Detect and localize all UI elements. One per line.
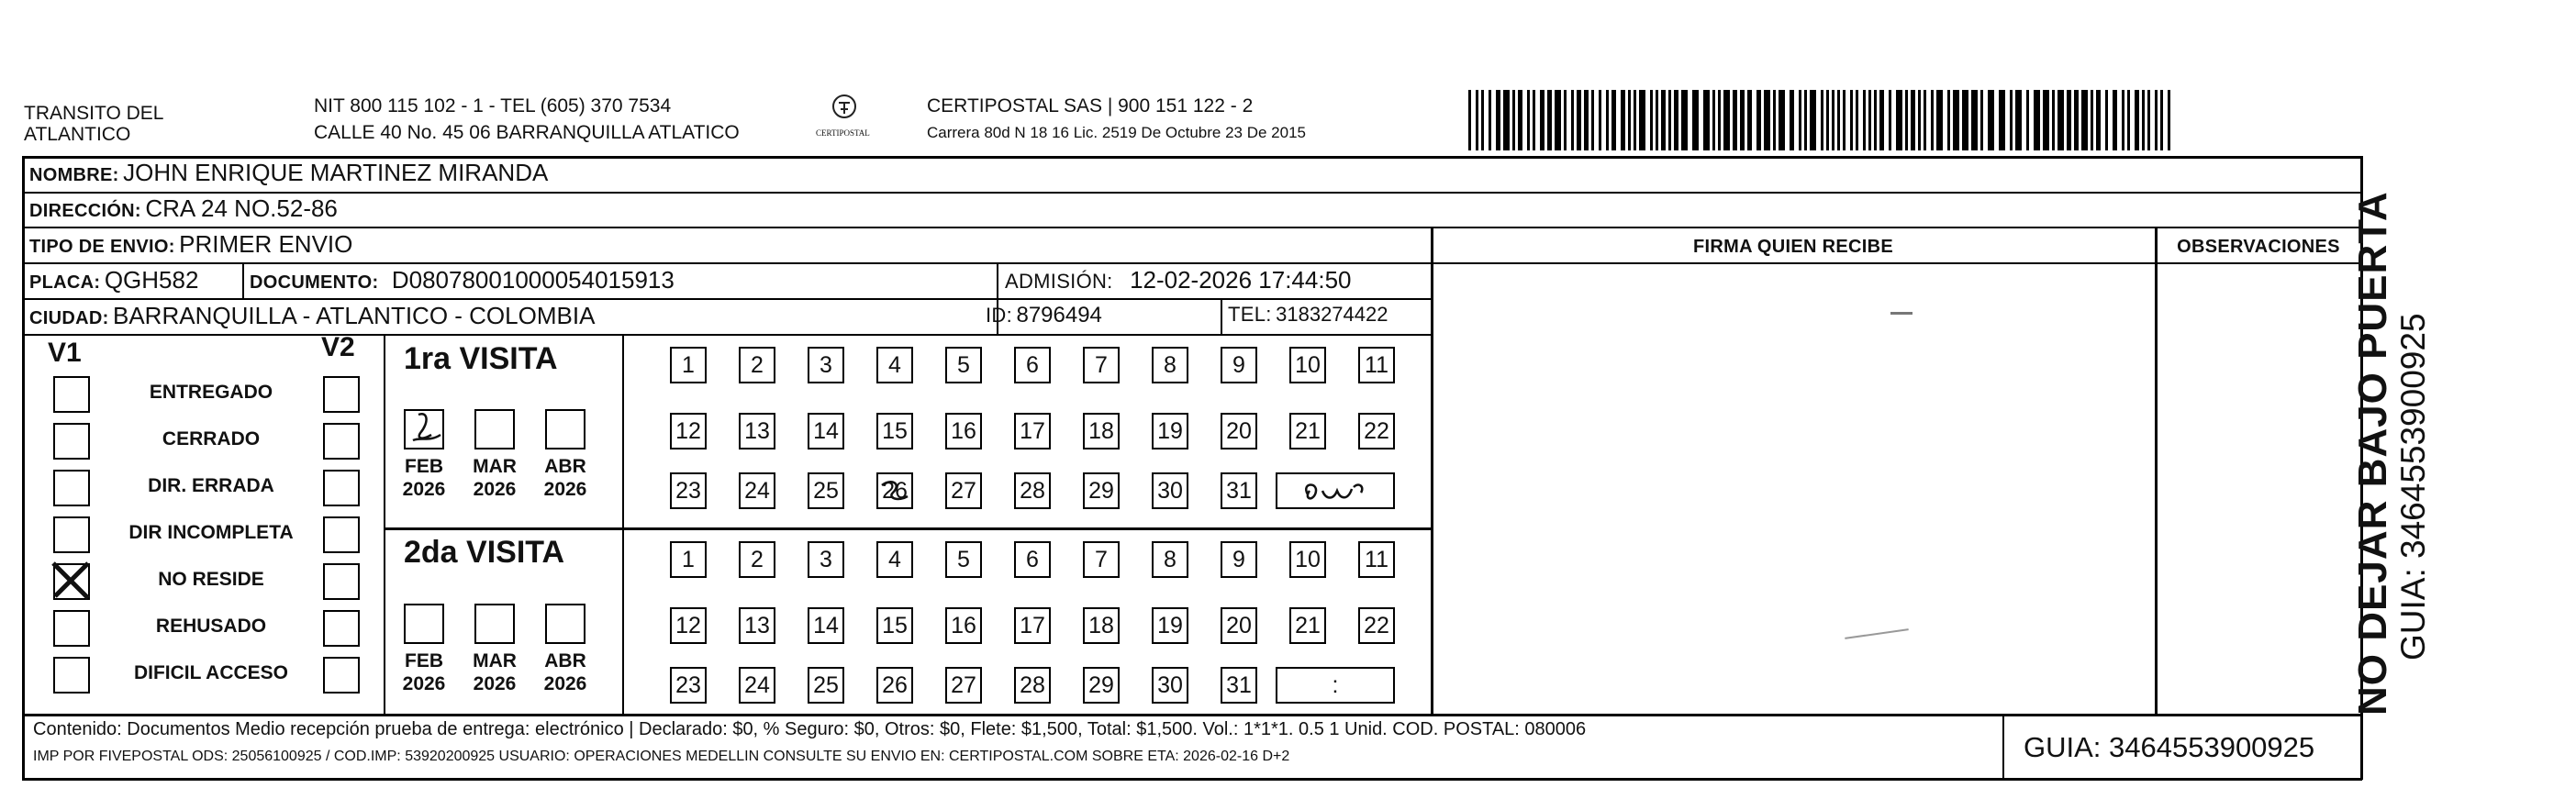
x-mark-icon (50, 560, 92, 602)
day-box[interactable]: 1 (670, 541, 707, 578)
day-box[interactable]: 28 (1014, 667, 1051, 704)
footer-guia: GUIA: 3464553900925 (2024, 731, 2315, 763)
barcode-bar (1661, 90, 1666, 150)
footer-imp: IMP POR FIVEPOSTAL ODS: 25056100925 / COD.IMP: 53920200925 USUARIO: OPERACIONES MEDELLIN CONSULTE SU ENVIO EN: CERTIPOSTAL.COM SOBRE ETA: 2026-02-16 D+2 (33, 749, 1290, 764)
month-year: 2026 (543, 479, 587, 500)
barcode-bar (1527, 90, 1530, 150)
barcode-bar (2127, 90, 2130, 150)
day-box[interactable]: 27 (945, 667, 982, 704)
barcode-bar (2026, 90, 2029, 150)
barcode-bar (1518, 90, 1522, 150)
barcode-bar (1936, 90, 1943, 150)
day-box[interactable]: 9 (1221, 347, 1257, 383)
barcode-bar (1764, 90, 1770, 150)
barcode-bar (2081, 90, 2088, 150)
day-box[interactable]: 28 (1014, 472, 1051, 509)
carrier-line-1: CERTIPOSTAL SAS | 900 151 122 - 2 (927, 95, 1254, 117)
day-box[interactable]: 10 (1289, 347, 1326, 383)
barcode-bar (1606, 90, 1609, 150)
barcode-bar (1599, 90, 1601, 150)
day-box[interactable]: 29 (1083, 667, 1120, 704)
barcode-bar (1681, 90, 1688, 150)
month-name: FEB (405, 456, 443, 477)
barcode-bar (1804, 90, 1807, 150)
month-checkbox[interactable] (474, 409, 515, 449)
day-box[interactable]: 20 (1221, 413, 1257, 449)
barcode-bar (1564, 90, 1567, 150)
day-box[interactable]: 30 (1152, 667, 1188, 704)
month-year: 2026 (473, 479, 517, 500)
day-box[interactable]: 5 (945, 347, 982, 383)
status-label: REHUSADO (155, 616, 267, 637)
sender-info (314, 95, 740, 143)
barcode-bar (1999, 90, 2005, 150)
id-field (986, 303, 1102, 328)
tipo-envio-value: PRIMER ENVIO (179, 230, 353, 258)
barcode-bar (1674, 90, 1678, 150)
ciudad-field (29, 302, 595, 330)
barcode-bar (2034, 90, 2040, 150)
barcode-bar (2015, 90, 2022, 150)
barcode-bar (2168, 90, 2170, 150)
month-name: FEB (405, 650, 443, 671)
barcode-bar (1837, 90, 1840, 150)
day-box[interactable]: 25 (808, 472, 844, 509)
status-label: DIFICIL ACCESO (133, 662, 288, 683)
barcode-bar (1747, 90, 1752, 150)
v1-checkbox[interactable] (53, 657, 90, 694)
day-box[interactable]: 3 (808, 347, 844, 383)
barcode-bar (1918, 90, 1921, 150)
day-box[interactable]: 19 (1152, 607, 1188, 644)
admision-label: ADMISIÓN: (1005, 270, 1113, 293)
certipostal-logo (816, 92, 887, 149)
barcode-bar (1611, 90, 1616, 150)
day-box[interactable]: 11 (1358, 347, 1395, 383)
barcode-bar (1856, 90, 1858, 150)
day-box[interactable]: 6 (1014, 347, 1051, 383)
day-box[interactable]: 24 (739, 472, 775, 509)
day-box[interactable]: 2 (739, 541, 775, 578)
month-name: ABR (544, 650, 586, 671)
month-name: ABR (544, 456, 586, 477)
barcode-bar (1496, 90, 1500, 150)
month-year: 2026 (402, 673, 446, 694)
day-box[interactable]: 18 (1083, 607, 1120, 644)
v2-checkbox[interactable] (323, 657, 360, 694)
day-box[interactable]: 10 (1289, 541, 1326, 578)
day-box[interactable]: 5 (945, 541, 982, 578)
direccion-label: DIRECCIÓN: (29, 201, 141, 221)
status-label: DIR INCOMPLETA (128, 522, 294, 543)
firma-label: FIRMA QUIEN RECIBE (1693, 237, 1893, 257)
v2-checkbox[interactable] (323, 516, 360, 553)
day-box[interactable]: 31 (1221, 667, 1257, 704)
month-checkbox[interactable] (404, 409, 444, 449)
day-box[interactable]: 12 (670, 607, 707, 644)
day-box[interactable]: 16 (945, 413, 982, 449)
day-box[interactable]: 21 (1289, 413, 1326, 449)
v2-checkbox[interactable] (323, 470, 360, 506)
tipo-envio-label: TIPO DE ENVIO: (29, 237, 175, 257)
admision-field (1005, 266, 1352, 294)
day-box[interactable]: 26 (876, 667, 913, 704)
admision-value: 12-02-2026 17:44:50 (1130, 266, 1352, 294)
placa-value: QGH582 (104, 266, 199, 294)
barcode-bar (2057, 90, 2064, 150)
barcode-bar (1905, 90, 1908, 150)
barcode-bar (1790, 90, 1794, 150)
barcode-bar (1863, 90, 1866, 150)
barcode-bar (1692, 90, 1699, 150)
day-box[interactable]: 7 (1083, 347, 1120, 383)
month-label (396, 455, 452, 501)
barcode-bar (1988, 90, 1994, 150)
nombre-value: JOHN ENRIQUE MARTINEZ MIRANDA (123, 159, 549, 186)
barcode-bar (1718, 90, 1721, 150)
day-box[interactable]: 14 (808, 413, 844, 449)
barcode-bar (2147, 90, 2150, 150)
handwritten-mark-icon (876, 472, 913, 509)
barcode-bar (1733, 90, 1737, 150)
day-box[interactable]: 22 (1358, 607, 1395, 644)
nit-line: NIT 800 115 102 - 1 - TEL (605) 370 7534 (314, 95, 672, 117)
day-box[interactable]: 29 (1083, 472, 1120, 509)
side-guia: GUIA: 3464553900925 (2394, 313, 2432, 660)
barcode-bar (1591, 90, 1594, 150)
carrier-line-2: Carrera 80d N 18 16 Lic. 2519 De Octubre 23 De 2015 (927, 124, 1306, 141)
v1-label: V1 (48, 338, 82, 368)
barcode-bar (1879, 90, 1884, 150)
id-label: ID: (986, 304, 1013, 327)
v1-checkbox[interactable] (53, 470, 90, 506)
month-checkbox[interactable] (545, 409, 585, 449)
v1-checkbox[interactable] (53, 376, 90, 413)
barcode-bar (1650, 90, 1653, 150)
ciudad-label: CIUDAD: (29, 308, 109, 328)
status-label: NO RESIDE (158, 569, 264, 590)
day-box[interactable]: 23 (670, 667, 707, 704)
placa-field (29, 266, 198, 294)
barcode-bar (2113, 90, 2117, 150)
day-box[interactable]: 12 (670, 413, 707, 449)
tel-value: 3183274422 (1276, 303, 1388, 326)
day-box[interactable]: 8 (1152, 541, 1188, 578)
barcode-bar (1874, 90, 1877, 150)
barcode-bar (1723, 90, 1730, 150)
v2-checkbox[interactable] (323, 610, 360, 647)
barcode-bar (1533, 90, 1535, 150)
certipostal-logo-icon (831, 92, 887, 149)
day-box[interactable]: 11 (1358, 541, 1395, 578)
tipo-envio-field (29, 230, 352, 259)
barcode-bar (1481, 90, 1484, 150)
v2-label: V2 (321, 332, 355, 362)
barcode-bar (1571, 90, 1574, 150)
barcode-bar (2091, 90, 2093, 150)
time-box[interactable]: : (1276, 667, 1395, 704)
month-checkbox[interactable] (404, 604, 444, 644)
day-box[interactable]: 8 (1152, 347, 1188, 383)
barcode-bar (1656, 90, 1658, 150)
barcode-bar (1868, 90, 1871, 150)
v2-checkbox[interactable] (323, 563, 360, 600)
company-name (24, 103, 163, 145)
barcode-bar (1555, 90, 1561, 150)
tel-field (1228, 303, 1388, 327)
barcode-bar (2105, 90, 2108, 150)
barcode-bar (1668, 90, 1671, 150)
day-box[interactable]: 18 (1083, 413, 1120, 449)
day-box[interactable]: 14 (808, 607, 844, 644)
day-box[interactable]: 30 (1152, 472, 1188, 509)
barcode-bar (1850, 90, 1853, 150)
month-label (467, 455, 522, 501)
nombre-field (29, 159, 548, 187)
barcode-bar (1773, 90, 1776, 150)
month-checkbox[interactable] (545, 604, 585, 644)
barcode-bar (2043, 90, 2049, 150)
barcode-bar (1810, 90, 1816, 150)
direccion-value: CRA 24 NO.52-86 (145, 194, 338, 222)
barcode-bar (1889, 90, 1891, 150)
barcode-bar (2074, 90, 2079, 150)
month-label (467, 649, 522, 695)
v2-checkbox[interactable] (323, 376, 360, 413)
day-box[interactable]: 3 (808, 541, 844, 578)
barcode-bar (1896, 90, 1902, 150)
day-box[interactable]: 6 (1014, 541, 1051, 578)
barcode-bar (1503, 90, 1510, 150)
day-box[interactable]: 2 (739, 347, 775, 383)
barcode-bar (1779, 90, 1785, 150)
nombre-label: NOMBRE: (29, 165, 119, 185)
barcode-bar (1953, 90, 1959, 150)
month-year: 2026 (402, 479, 446, 500)
status-label: DIR. ERRADA (148, 475, 274, 496)
status-label: CERRADO (162, 428, 261, 449)
day-box[interactable]: 4 (876, 541, 913, 578)
barcode-bar (1962, 90, 1968, 150)
barcode-bar (1821, 90, 1823, 150)
barcode-bar (1703, 90, 1710, 150)
placa-label: PLACA: (29, 272, 101, 293)
barcode-bar (1512, 90, 1515, 150)
barcode-bar (1947, 90, 1950, 150)
day-box[interactable]: 16 (945, 607, 982, 644)
v1-checkbox[interactable] (53, 563, 90, 600)
barcode-bar (2142, 90, 2145, 150)
month-name: MAR (473, 456, 517, 477)
barcode-bar (1826, 90, 1829, 150)
barcode-bar (2096, 90, 2101, 150)
address-line: CALLE 40 No. 45 06 BARRANQUILLA ATLATICO (314, 122, 740, 143)
barcode-bar (1628, 90, 1631, 150)
month-checkbox[interactable] (474, 604, 515, 644)
barcode-bar (1843, 90, 1846, 150)
documento-label: DOCUMENTO: (250, 272, 379, 293)
barcode-bar (2155, 90, 2158, 150)
barcode-bar (2122, 90, 2124, 150)
month-label (396, 649, 452, 695)
day-box[interactable]: 17 (1014, 413, 1051, 449)
id-value: 8796494 (1016, 303, 1102, 327)
status-label: ENTREGADO (149, 382, 273, 403)
day-box[interactable]: 20 (1221, 607, 1257, 644)
v1-checkbox[interactable] (53, 610, 90, 647)
day-box[interactable]: 22 (1358, 413, 1395, 449)
barcode-bar (1577, 90, 1581, 150)
day-box[interactable]: 1 (670, 347, 707, 383)
barcode-bar (2160, 90, 2163, 150)
barcode-bar (1799, 90, 1801, 150)
documento-value: D08078001000054015913 (391, 266, 675, 294)
company-line-2: ATLANTICO (24, 124, 131, 145)
day-box[interactable]: 21 (1289, 607, 1326, 644)
month-year: 2026 (473, 673, 517, 694)
carrier-info (927, 95, 1306, 143)
day-box[interactable]: 13 (739, 607, 775, 644)
visit-2-title: 2da VISITA (404, 535, 565, 570)
barcode-bar (1489, 90, 1491, 150)
day-box[interactable]: 31 (1221, 472, 1257, 509)
barcode-bar (2067, 90, 2071, 150)
barcode-bar (1756, 90, 1761, 150)
barcode-bar (1980, 90, 1983, 150)
day-box[interactable]: 15 (876, 413, 913, 449)
barcode-bar (2010, 90, 2013, 150)
barcode-bar (1971, 90, 1978, 150)
side-text (2351, 191, 2432, 716)
day-box[interactable]: 9 (1221, 541, 1257, 578)
barcode-bar (2135, 90, 2139, 150)
barcode-bar (1584, 90, 1589, 150)
handwritten-mark-icon (404, 409, 444, 449)
month-label (538, 455, 593, 501)
barcode-bar (1540, 90, 1544, 150)
barcode-bar (1924, 90, 1926, 150)
barcode (1468, 90, 2184, 150)
signature-mark (1890, 312, 1912, 315)
barcode-bar (1832, 90, 1834, 150)
day-box[interactable]: 15 (876, 607, 913, 644)
observaciones-label: OBSERVACIONES (2177, 237, 2340, 257)
barcode-bar (1931, 90, 1934, 150)
handwritten-time-icon (1280, 474, 1390, 507)
day-box[interactable]: 26 (876, 472, 913, 509)
month-year: 2026 (543, 673, 587, 694)
day-box[interactable]: 23 (670, 472, 707, 509)
v1-checkbox[interactable] (53, 423, 90, 460)
barcode-bar (2052, 90, 2055, 150)
company-line-1: TRANSITO DEL (24, 103, 164, 124)
barcode-bar (1621, 90, 1625, 150)
day-box[interactable]: 7 (1083, 541, 1120, 578)
tel-label: TEL: (1228, 303, 1272, 326)
ciudad-value: BARRANQUILLA - ATLANTICO - COLOMBIA (113, 302, 596, 329)
barcode-bar (1639, 90, 1645, 150)
signature-mark-2 (1845, 628, 1909, 639)
footer-contenido: Contenido: Documentos Medio recepción prueba de entrega: electrónico | Declarado: $0, % Seguro: $0, Otros: $0, Flete: $1,500, Total: $1,500. Vol.: 1*1*1. 0.5 1 Unid. COD. POSTAL: 080006 (33, 719, 1587, 739)
day-box[interactable]: 4 (876, 347, 913, 383)
logo-text: CERTIPOSTAL (816, 128, 870, 138)
direccion-field (29, 194, 338, 223)
barcode-bar (1634, 90, 1636, 150)
month-name: MAR (473, 650, 517, 671)
barcode-bar (1468, 90, 1471, 150)
v2-checkbox[interactable] (323, 423, 360, 460)
side-warning: NO DEJAR BAJO PUERTA (2350, 191, 2395, 716)
day-box[interactable]: 13 (739, 413, 775, 449)
barcode-bar (1740, 90, 1745, 150)
documento-field (250, 266, 675, 294)
day-box[interactable]: 17 (1014, 607, 1051, 644)
visit-1-title: 1ra VISITA (404, 341, 558, 376)
day-box[interactable]: 27 (945, 472, 982, 509)
day-box[interactable]: 24 (739, 667, 775, 704)
v1-checkbox[interactable] (53, 516, 90, 553)
time-box[interactable] (1276, 472, 1395, 509)
day-box[interactable]: 25 (808, 667, 844, 704)
barcode-bar (1712, 90, 1715, 150)
barcode-bar (1911, 90, 1915, 150)
day-box[interactable]: 19 (1152, 413, 1188, 449)
barcode-bar (1547, 90, 1552, 150)
barcode-bar (1476, 90, 1478, 150)
month-label (538, 649, 593, 695)
